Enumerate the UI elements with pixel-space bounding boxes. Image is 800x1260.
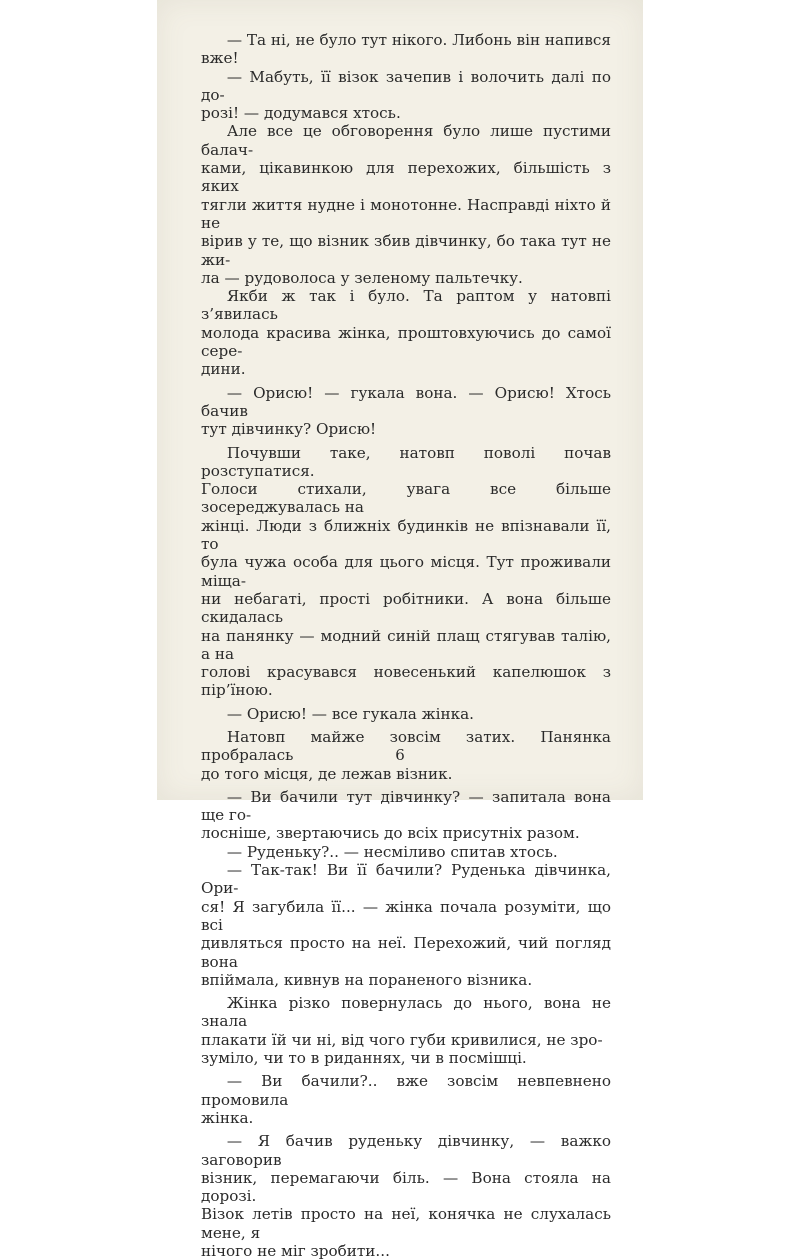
text-line: плакати їй чи ні, від чого губи кривилися, не зро- [201,1030,603,1049]
paragraph-7 [201,705,611,723]
paragraph-11 [201,861,611,989]
text-line: лосніше, звертаючись до всіх присутніх разом. [201,824,580,843]
page-number: 6 [395,746,405,764]
paragraph-14 [201,1132,611,1260]
text-line: візник, перемагаючи біль. — Вона стояла на дорозі. [201,1168,611,1206]
text-line: — Та ні, не було тут нікого. Либонь він напився вже! [201,31,611,68]
paragraph-2 [201,68,611,123]
text-line: жінка. [201,1108,254,1127]
paragraph-3 [201,122,611,287]
text-line: — Мабуть, її візок зачепив і волочить далі по до- [201,67,611,104]
paragraph-13 [201,1072,611,1127]
text-line: Почувши таке, натовп поволі почав розступатися. [201,443,611,480]
text-line: зуміло, чи то в риданнях, чи в посмішці. [201,1049,527,1068]
text-line: Жінка різко повернулась до нього, вона не знала [201,994,611,1031]
text-line: ками, цікавинкою для перехожих, більшість з яких [201,159,611,196]
text-line: була чужа особа для цього місця. Тут проживали міща- [201,553,611,590]
text-line: розі! — додумався хтось. [201,104,401,123]
text-line: ся! Я загубила її... — жінка почала розуміти, що всі [201,897,611,934]
paragraph-10 [201,843,611,861]
paragraph-12 [201,994,611,1067]
text-line: — Орисю! — все гукала жінка. [226,704,474,723]
paragraph-5 [201,384,611,439]
text-line: дини. [201,360,246,379]
text-line: — Так-так! Ви її бачили? Руденька дівчинка, Ори- [201,861,611,898]
text-line: на панянку — модний синій плащ стягував талію, а на [201,626,611,663]
text-line: до того місця, де лежав візник. [201,764,453,783]
text-line: нічого не міг зробити... [201,1242,390,1260]
text-line: голові красувався новесенький капелюшок з пір’їною. [201,663,611,700]
paragraph-9 [201,788,611,843]
paragraph-4 [201,287,611,378]
text-line: тут дівчинку? Орисю! [201,420,377,439]
paragraph-6 [201,444,611,700]
text-line: жінці. Люди з ближніх будинків не впізнавали її, то [201,516,611,554]
page-text [201,31,611,1260]
text-line: Але все це обговорення було лише пустими балач- [201,122,611,159]
text-line: дивляться просто на неї. Перехожий, чий погляд вона [201,934,611,971]
text-line: тягли життя нудне і монотонне. Насправді ніхто й не [201,195,611,232]
text-line: Натовп майже зовсім затих. Панянка пробралась [201,727,611,765]
text-line: Голоси стихали, увага все більше зосереджувалась на [201,480,611,517]
text-line: вірив у те, що візник збив дівчинку, бо така тут не жи- [201,232,611,269]
text-line: — Орисю! — гукала вона. — Орисю! Хтось бачив [201,383,611,420]
text-line: — Руденьку?.. — несміливо спитав хтось. [226,842,558,861]
text-line: — Ви бачили?.. вже зовсім невпевнено промовила [201,1072,611,1109]
paragraph-1 [201,31,611,68]
text-line: — Я бачив руденьку дівчинку, — важко заговорив [201,1132,611,1169]
text-line: — Ви бачили тут дівчинку? — запитала вона ще го- [201,787,611,825]
text-line: ла — рудоволоса у зеленому пальтечку. [201,268,523,287]
text-line: молода красива жінка, проштовхуючись до самої сере- [201,323,611,361]
text-line: Візок летів просто на неї, конячка не слухалась мене, я [201,1205,611,1242]
text-line: ни небагаті, прості робітники. А вона більше скидалась [201,589,611,627]
text-line: Якби ж так і було. Та раптом у натовпі з’явилась [201,287,611,324]
text-line: впіймала, кивнув на пораненого візника. [201,970,533,989]
